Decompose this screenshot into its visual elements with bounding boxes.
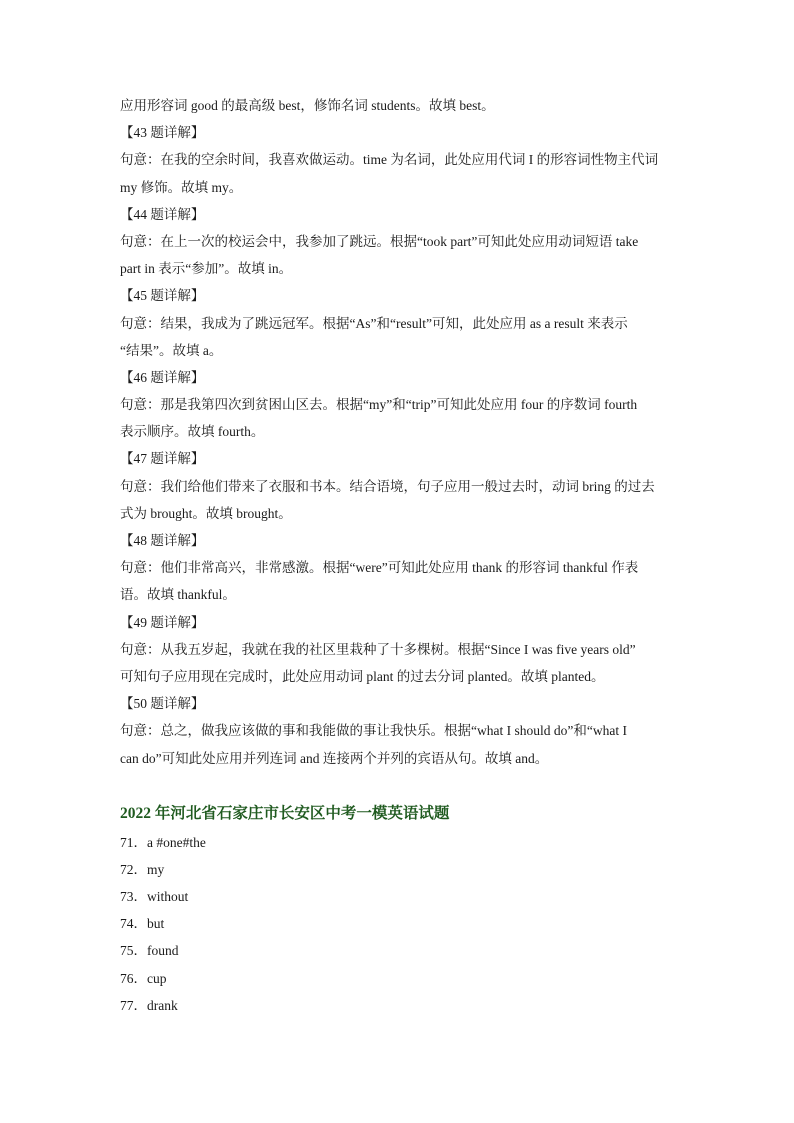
explanation-line: 语。故填 thankful。 <box>120 587 236 603</box>
answer-number: 72． <box>120 861 147 877</box>
explanation-50 <box>120 690 680 772</box>
list-item <box>120 856 680 883</box>
explanation-44 <box>120 201 680 283</box>
answer-text: drank <box>147 997 178 1013</box>
list-item <box>120 910 680 937</box>
explanation-47 <box>120 445 680 527</box>
answer-text: my <box>147 861 165 877</box>
list-item <box>120 992 680 1019</box>
explanation-43 <box>120 119 680 201</box>
explanation-49 <box>120 609 680 691</box>
list-item <box>120 937 680 964</box>
explanation-line: 式为 brought。故填 brought。 <box>120 505 292 521</box>
answer-number: 73． <box>120 889 147 905</box>
explanation-line: 句意：在上一次的校运会中，我参加了跳远。根据“took part”可知此处应用动词短语 take <box>120 233 639 249</box>
explanation-line: 表示顺序。故填 fourth。 <box>120 424 265 440</box>
explanation-line: my 修饰。故填 my。 <box>120 179 243 195</box>
explanation-line: 句意：从我五岁起，我就在我的社区里栽种了十多棵树。根据“Since I was five years old” <box>120 641 636 657</box>
explanation-line: 句意：他们非常高兴，非常感激。根据“were”可知此处应用 thank 的形容词 thankful 作表 <box>120 560 639 576</box>
explanation-heading: 【49 题详解】 <box>120 614 205 630</box>
list-item <box>120 965 680 992</box>
answer-number: 76． <box>120 970 147 986</box>
explanation-46 <box>120 364 680 446</box>
explanation-heading: 【47 题详解】 <box>120 451 205 467</box>
intro-line: 应用形容词 good 的最高级 best，修饰名词 students。故填 best。 <box>120 98 495 113</box>
section-title: 2022 年河北省石家庄市长安区中考一模英语试题 <box>120 804 450 822</box>
answer-number: 77． <box>120 997 147 1013</box>
explanation-line: 句意：我们给他们带来了衣服和书本。结合语境，句子应用一般过去时，动词 bring 的过去 <box>120 478 655 494</box>
explanation-heading: 【48 题详解】 <box>120 533 205 548</box>
explanation-heading: 【45 题详解】 <box>120 288 205 304</box>
explanation-48 <box>120 527 680 609</box>
explanation-45 <box>120 282 680 364</box>
answer-text: but <box>147 916 165 932</box>
explanation-heading: 【50 题详解】 <box>120 696 205 712</box>
answer-text: found <box>147 943 179 959</box>
answer-text: cup <box>147 970 167 986</box>
answer-number: 71． <box>120 834 147 850</box>
explanation-line: 句意：总之，做我应该做的事和我能做的事让我快乐。根据“what I should do”和“what I <box>120 723 627 739</box>
document-page <box>120 92 680 1019</box>
explanation-line: 句意：结果，我成为了跳远冠军。根据“As”和“result”可知，此处应用 as a result 来表示 <box>120 315 628 331</box>
explanation-heading: 【44 题详解】 <box>120 206 205 222</box>
explanation-line: 句意：在我的空余时间，我喜欢做运动。time 为名词，此处应用代词 I 的形容词性物主代词 <box>120 152 659 168</box>
list-item <box>120 829 680 856</box>
answer-number: 74． <box>120 916 147 932</box>
explanation-line: part in 表示“参加”。故填 in。 <box>120 261 293 277</box>
list-item <box>120 883 680 910</box>
answer-text: a #one#the <box>147 834 206 850</box>
explanation-line: can do”可知此处应用并列连词 and 连接两个并列的宾语从句。故填 and。 <box>120 750 549 766</box>
answer-list <box>120 829 680 1019</box>
explanation-heading: 【43 题详解】 <box>120 125 205 141</box>
answer-text: without <box>147 889 189 905</box>
explanation-line: 句意：那是我第四次到贫困山区去。根据“my”和“trip”可知此处应用 four 的序数词 fourth <box>120 397 638 413</box>
answer-number: 75． <box>120 943 147 959</box>
explanation-heading: 【46 题详解】 <box>120 369 205 385</box>
explanation-line: “结果”。故填 a。 <box>120 342 223 358</box>
explanation-line: 可知句子应用现在完成时，此处应用动词 plant 的过去分词 planted。故填 planted。 <box>120 668 605 684</box>
